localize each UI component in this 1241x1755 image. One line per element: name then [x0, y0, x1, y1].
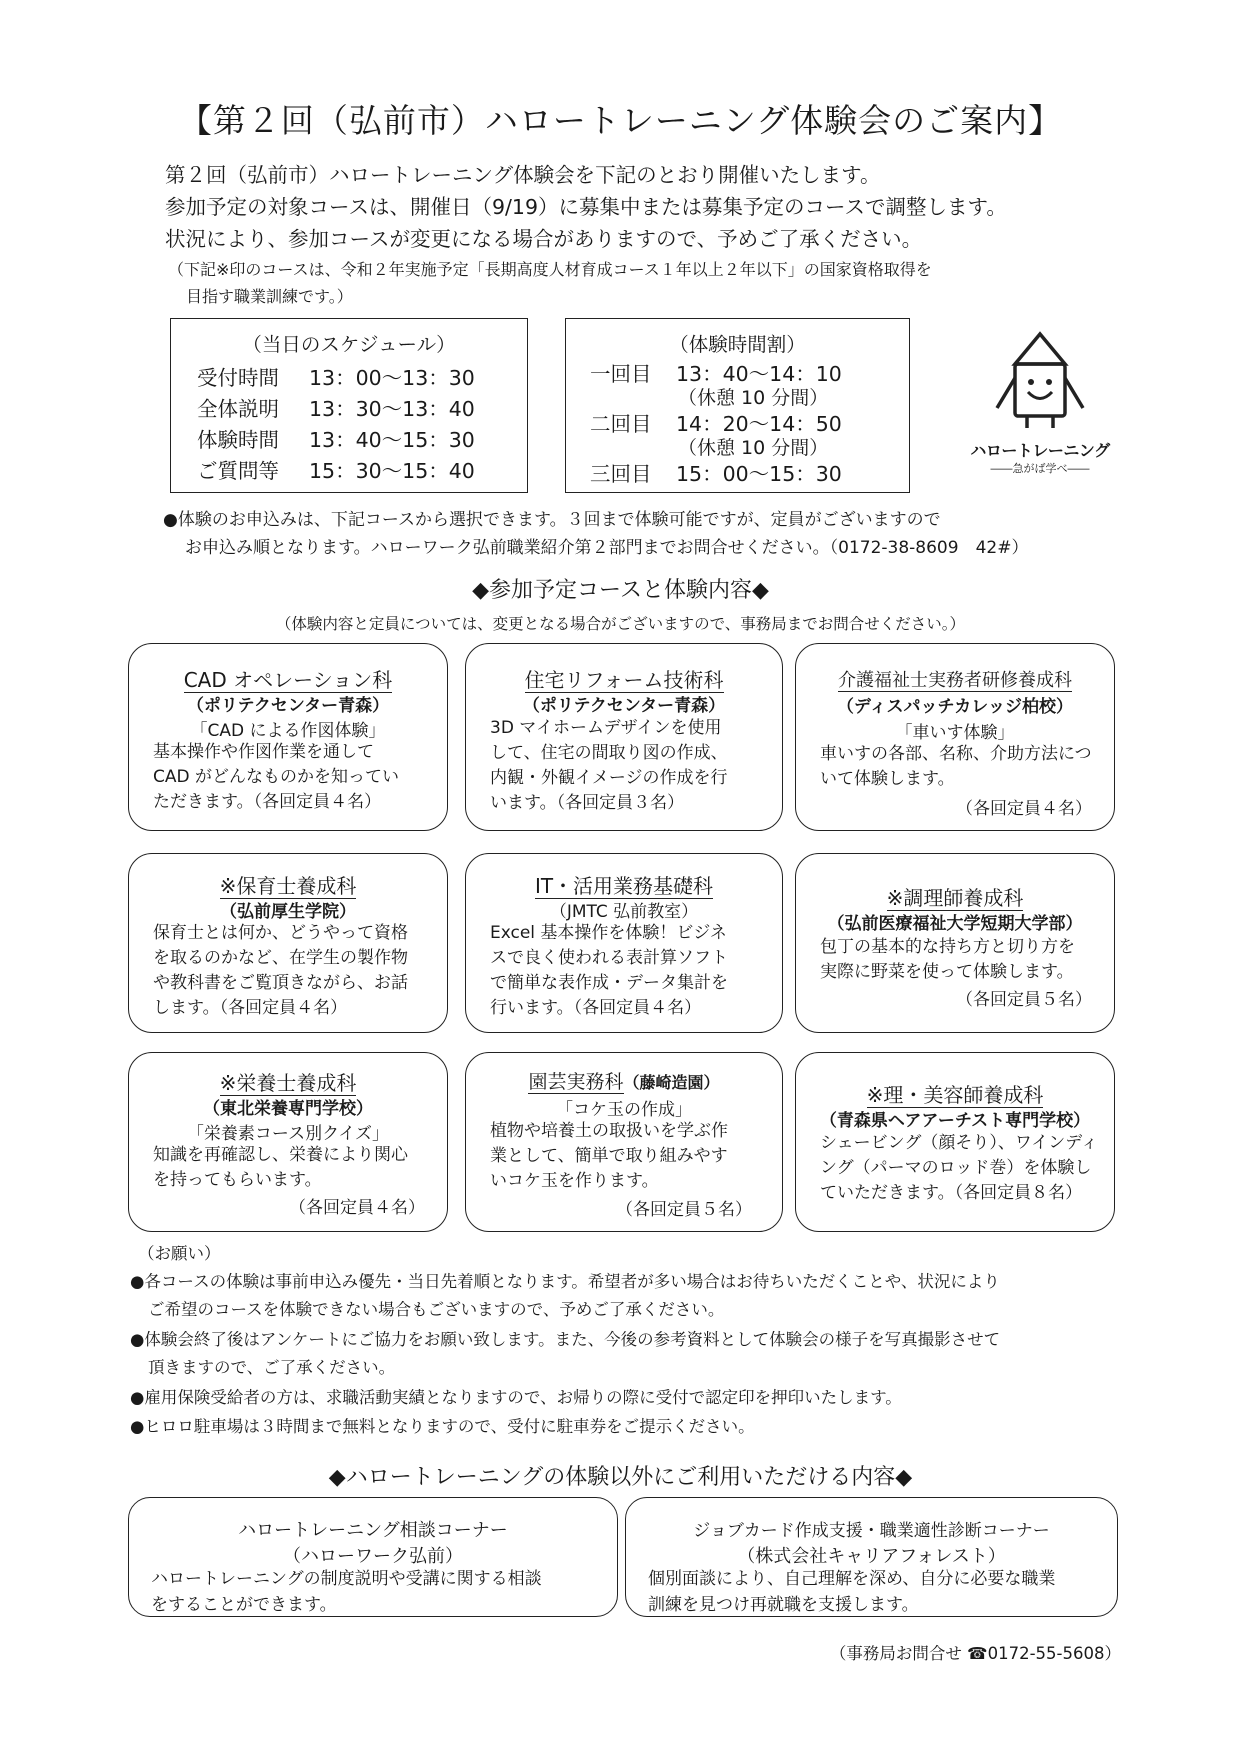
apply-line-1: ●体験のお申込みは、下記コースから選択できます。３回まで体験可能ですが、定員がございますので	[163, 510, 941, 530]
note-line-1: （下記※印のコースは、令和２年実施予定「長期高度人材育成コース１年以上２年以下」の国家資格取得を	[168, 260, 932, 279]
schedule-row: ご質問等 15：30～15：40	[197, 459, 475, 483]
course-capacity: （各回定員４名）	[289, 1198, 425, 1218]
course-quote: 「CAD による作図体験」	[190, 721, 386, 741]
service-desc: 個別面談により、自己理解を深め、自分に必要な職業 訓練を見つけ再就職を支援します。	[648, 1569, 1056, 1615]
course-name: CAD オペレーション科	[183, 668, 393, 692]
course-card-care	[795, 643, 1115, 831]
request-line: ●体験会終了後はアンケートにご協力をお願い致します。また、今後の参考資料として体験会の様子を写真撮影させて	[130, 1330, 1001, 1349]
course-desc: 車いすの各部、名称、介助方法につ いて体験します。	[820, 744, 1092, 789]
course-name: ※理・美容師養成科	[866, 1083, 1044, 1107]
course-desc: 知識を再確認し、栄養により関心 を持ってもらいます。	[153, 1145, 408, 1190]
request-line: 頂きますので、ご了承ください。	[148, 1358, 396, 1377]
logo-tagline: ――急がば学べ――	[990, 462, 1090, 475]
course-org: （青森県ヘアアーチスト専門学校）	[819, 1111, 1091, 1131]
course-card-beauty	[795, 1052, 1115, 1232]
intro-line-1: 第２回（弘前市）ハロートレーニング体験会を下記のとおり開催いたします。	[165, 163, 881, 187]
course-card-cook	[795, 853, 1115, 1033]
requests-heading: （お願い）	[138, 1244, 221, 1263]
course-org: （JMTC 弘前教室）	[549, 902, 699, 922]
break-label: （休憩 10 分間）	[678, 437, 829, 459]
service-card-jobcard	[625, 1497, 1118, 1617]
course-desc: Excel 基本操作を体験！ビジネ スで良く使われる表計算ソフト で簡単な表作成・データ集計を 行います。（各回定員４名）	[490, 923, 728, 1018]
course-name: ※保育士養成科	[219, 874, 357, 898]
service-org: （株式会社キャリアフォレスト）	[737, 1546, 1006, 1567]
request-line: ●雇用保険受給者の方は、求職活動実績となりますので、お帰りの際に受付で認定印を押印いたします。	[130, 1388, 902, 1407]
course-quote: 「コケ玉の作成」	[556, 1100, 692, 1120]
course-name: ※栄養士養成科	[219, 1071, 357, 1095]
schedule-heading: （当日のスケジュール）	[242, 333, 456, 356]
course-card-nursery	[128, 853, 448, 1033]
course-name: ※調理師養成科	[886, 886, 1024, 910]
service-desc: ハロートレーニングの制度説明や受講に関する相談 をすることができます。	[151, 1569, 542, 1615]
course-desc: 保育士とは何か、どうやって資格 を取るのかなど、在学生の製作物 や教科書をご覧頂きながら、お話 します。（各回定員４名）	[153, 923, 408, 1018]
course-quote: 「車いす体験」	[895, 723, 1015, 743]
course-quote: 「栄養素コース別クイズ」	[186, 1124, 390, 1144]
page-title: 【第２回（弘前市）ハロートレーニング体験会のご案内】	[178, 101, 1063, 140]
logo-name: ハロートレーニング	[970, 441, 1110, 460]
timetable-row: 一回目 13：40～14：10	[590, 362, 842, 386]
course-name: 園芸実務科（藤崎造園）	[528, 1071, 720, 1093]
course-org: （ポリテクセンター青森）	[186, 696, 390, 716]
schedule-row: 受付時間 13：00～13：30	[197, 366, 475, 390]
schedule-row: 体験時間 13：40～15：30	[197, 428, 475, 452]
courses-subtext: （体験内容と定員については、変更となる場合がございますので、事務局までお問合せください。）	[275, 615, 966, 633]
intro-line-2: 参加予定の対象コースは、開催日（9/19）に募集中または募集予定のコースで調整します。	[165, 195, 1007, 219]
course-desc: 包丁の基本的な持ち方と切り方を 実際に野菜を使って体験します。	[820, 937, 1075, 982]
request-line: ご希望のコースを体験できない場合もございますので、予めご了承ください。	[148, 1300, 725, 1319]
office-contact: （事務局お問合せ ☎0172-55-5608）	[829, 1644, 1121, 1663]
timetable-row: 二回目 14：20～14：50	[590, 412, 842, 436]
course-org: （ディスパッチカレッジ柏校）	[836, 697, 1074, 717]
course-desc: 3D マイホームデザインを使用 して、住宅の間取り図の作成、 内観・外観イメージの作成を行 います。（各回定員３名）	[490, 718, 728, 813]
other-heading: ◆ハロートレーニングの体験以外にご利用いただける内容◆	[328, 1465, 913, 1490]
timetable-box	[565, 318, 910, 493]
intro-line-3: 状況により、参加コースが変更になる場合がありますので、予めご了承ください。	[165, 227, 923, 251]
course-org: （東北栄養専門学校）	[203, 1099, 373, 1119]
pencil-mascot-icon	[955, 330, 1125, 435]
break-label: （休憩 10 分間）	[678, 387, 829, 409]
course-name: 住宅リフォーム技術科	[524, 668, 724, 692]
service-name: ジョブカード作成支援・職業適性診断コーナー	[693, 1521, 1050, 1541]
apply-line-2: お申込み順となります。ハローワーク弘前職業紹介第２部門までお問合せください。（0172-38-8609 42#）	[185, 538, 1029, 558]
course-name: 介護福祉士実務者研修養成科	[838, 670, 1072, 691]
request-line: ●ヒロロ駐車場は３時間まで無料となりますので、受付に駐車券をご提示ください。	[130, 1417, 755, 1436]
course-org: （ポリテクセンター青森）	[522, 696, 726, 716]
schedule-row: 全体説明 13：30～13：40	[197, 397, 475, 421]
course-capacity: （各回定員４名）	[956, 799, 1092, 819]
course-card-nutrition	[128, 1052, 448, 1232]
schedule-box	[170, 318, 528, 493]
course-name: IT・活用業務基礎科	[534, 874, 714, 898]
course-desc: シェービング（顔そり）、ワインディ ング（パーマのロッド巻）を体験し ていただきます。（各回定員８名）	[820, 1133, 1098, 1203]
request-line: ●各コースの体験は事前申込み優先・当日先着順となります。希望者が多い場合はお待ちいただくことや、状況により	[130, 1272, 1000, 1291]
course-capacity: （各回定員５名）	[956, 990, 1092, 1010]
note-line-2: 目指す職業訓練です。）	[186, 287, 353, 306]
course-card-cad	[128, 643, 448, 831]
courses-heading: ◆参加予定コースと体験内容◆	[472, 578, 769, 603]
service-card-consult	[128, 1497, 618, 1617]
course-card-garden	[465, 1052, 783, 1232]
course-card-it	[465, 853, 783, 1033]
course-card-reform	[465, 643, 783, 831]
course-org: （弘前厚生学院）	[220, 902, 356, 922]
hello-training-logo	[955, 330, 1125, 480]
service-org: （ハローワーク弘前）	[283, 1546, 463, 1567]
timetable-heading: （体験時間割）	[669, 333, 806, 356]
course-desc: 植物や培養土の取扱いを学ぶ作 業として、簡単で取り組みやす いコケ玉を作ります。	[490, 1121, 728, 1191]
course-capacity: （各回定員５名）	[616, 1200, 752, 1220]
course-org: （弘前医療福祉大学短期大学部）	[827, 914, 1083, 934]
timetable-row: 三回目 15：00～15：30	[590, 462, 842, 486]
service-name: ハロートレーニング相談コーナー	[238, 1520, 508, 1541]
course-desc: 基本操作や作図作業を通して CAD がどんなものかを知ってい ただきます。（各回定員４名）	[153, 742, 399, 812]
